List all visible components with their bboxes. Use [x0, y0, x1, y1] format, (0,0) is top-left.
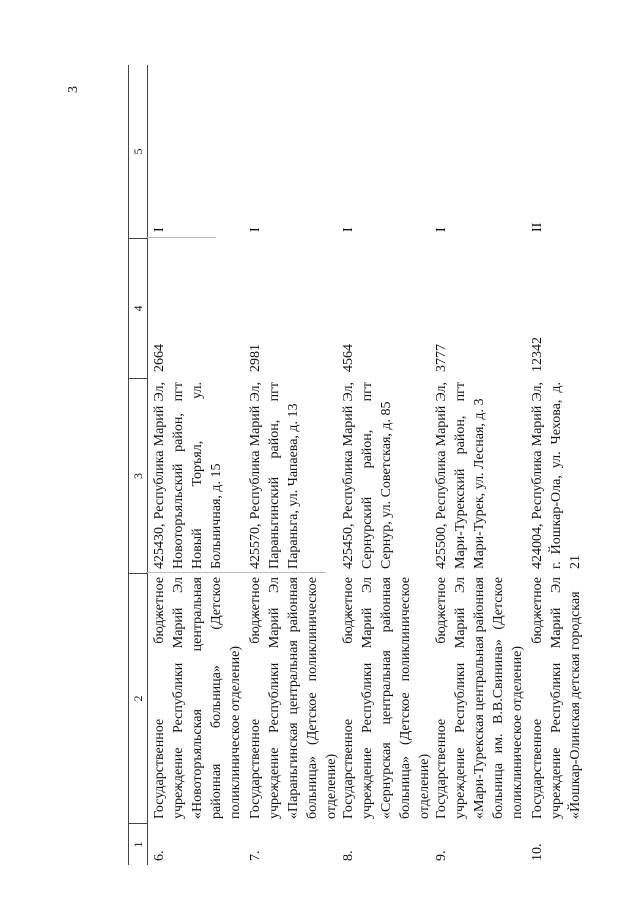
institutions-table: [128, 65, 583, 865]
population-count: 4564: [341, 344, 356, 372]
page-number: 3: [66, 86, 81, 93]
row-number: 10.: [530, 843, 545, 861]
institution-address: 425430, Республика Марий Эл, Новоторъяльский район, пгт Новый Торъял, ул. Больничная, д. 15: [152, 382, 224, 569]
header-col-5: 5: [131, 148, 145, 155]
row-number: 9.: [434, 850, 449, 861]
institution-address: 425570, Республика Марий Эл, Параньгинский район, пгт Параньга, ул. Чапаева, д. 13: [248, 382, 301, 569]
population-count: 12342: [530, 337, 545, 372]
table-row: [339, 65, 434, 865]
population-count: 2981: [248, 344, 263, 372]
table-header-row: [128, 65, 148, 865]
category-level: I: [248, 227, 263, 232]
table-row: [432, 65, 527, 865]
institution-address: 425450, Республика Марий Эл, Сернурский район, пгт Сернур, ул. Советская, д. 85: [341, 382, 394, 569]
row-number: 6.: [152, 850, 167, 861]
table-row: [528, 65, 585, 865]
category-level: I: [434, 227, 449, 232]
header-col-3: 3: [129, 378, 147, 573]
header-col-2: 2: [129, 573, 147, 823]
institution-address: 425500, Республика Марий Эл, Мари-Турекский район, пгт Мари-Турек, ул. Лесная, д. 3: [434, 382, 487, 569]
population-count: 2664: [152, 344, 167, 372]
institution-name: Государственное бюджетное учреждение Республики Марий Эл «Йошкар-Олинская детская городская: [530, 577, 583, 819]
header-col-1: 1: [129, 823, 147, 865]
institution-address: 424004, Республика Марий Эл, г. Йошкар-Ола, ул. Чехова, д. 21: [530, 382, 583, 569]
category-level: I: [341, 227, 356, 232]
institution-name: Государственное бюджетное учреждение Республики Марий Эл «Параньгинская центральная районная больница» (Детское поликлиническое отделение): [248, 577, 339, 819]
row-number: 8.: [341, 850, 356, 861]
table-row: [246, 65, 341, 865]
category-level: I: [152, 227, 167, 232]
institution-name: Государственное бюджетное учреждение Республики Марий Эл «Новоторъяльская центральная районная больница» (Детское поликлиническое отделение): [152, 577, 243, 819]
header-col-4: 4: [129, 238, 147, 378]
table-row: [150, 65, 245, 865]
institution-name: Государственное бюджетное учреждение Республики Марий Эл «Сернурская центральная районная больница» (Детское поликлиническое отделение): [341, 577, 432, 819]
institution-name: Государственное бюджетное учреждение Республики Марий Эл «Мари-Турекская центральная районная больница им. В.В.Свинина» (Детское поликлиническое отделение): [434, 577, 525, 819]
population-count: 3777: [434, 344, 449, 372]
row-number: 7.: [248, 850, 263, 861]
category-level: II: [530, 222, 545, 232]
